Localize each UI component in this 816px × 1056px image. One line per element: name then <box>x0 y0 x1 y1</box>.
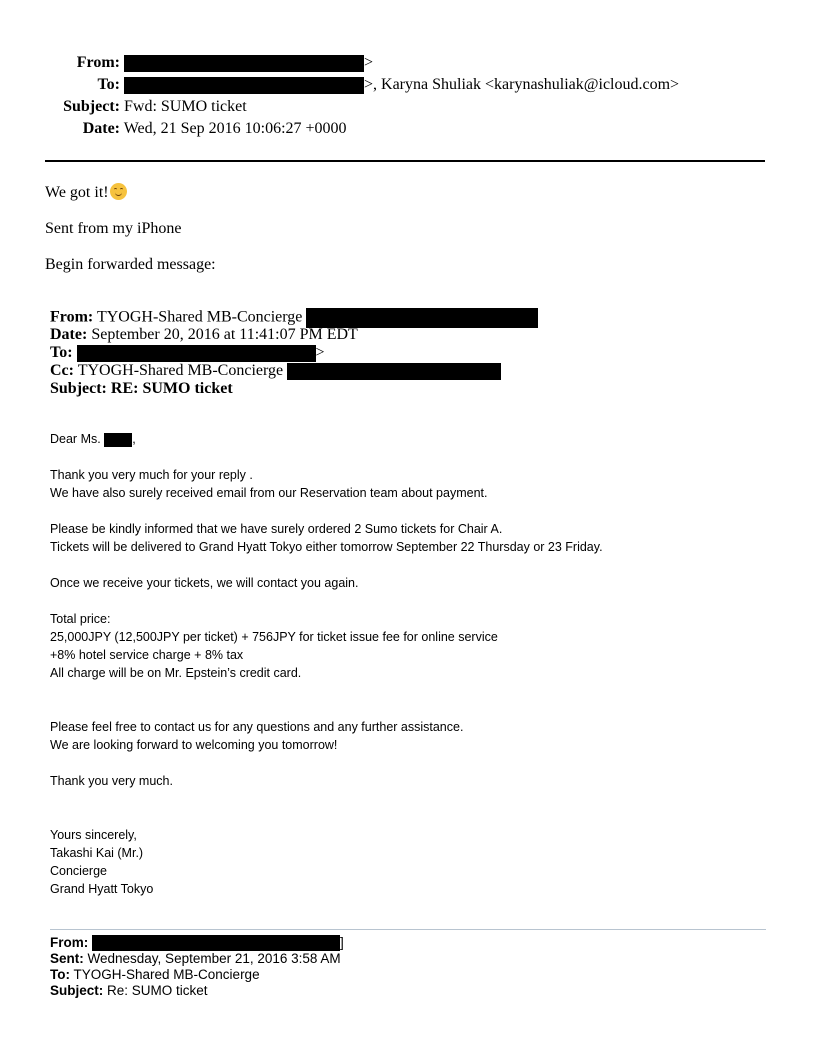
letter-line: We are looking forward to welcoming you tomorrow! <box>50 738 338 752</box>
fwd-from-row <box>50 308 538 328</box>
redaction-block <box>306 308 538 328</box>
outer-from-suffix: > <box>364 54 374 71</box>
letter-line: Total price: <box>50 612 111 626</box>
letter-line: Thank you very much for your reply . <box>50 468 253 482</box>
fwd-subject-row <box>50 380 233 398</box>
hugging-face-emoji-icon <box>110 183 127 200</box>
fwd-cc-label: Cc: <box>50 362 74 379</box>
bottom-to-value: TYOGH-Shared MB-Concierge <box>73 967 260 982</box>
fwd-cc-row <box>50 362 501 380</box>
intro-text-1: We got it! <box>45 184 109 201</box>
bottom-sent-row <box>50 951 341 967</box>
letter-line: We have also surely received email from our Reservation team about payment. <box>50 486 488 500</box>
letter-body <box>50 430 750 898</box>
greeting-suffix: , <box>132 432 136 446</box>
signature-line: Yours sincerely, <box>50 828 137 842</box>
header-divider <box>45 160 765 162</box>
redaction-block <box>287 363 501 380</box>
bottom-to-row <box>50 967 260 983</box>
intro-line-2 <box>45 218 181 240</box>
redaction-block <box>104 433 132 447</box>
outer-date-label: Date: <box>82 120 120 137</box>
bottom-from-label: From: <box>50 935 89 950</box>
outer-date-value: Wed, 21 Sep 2016 10:06:27 +0000 <box>123 120 347 137</box>
bottom-sent-value: Wednesday, September 21, 2016 3:58 AM <box>87 951 341 966</box>
fwd-to-label: To: <box>50 344 73 361</box>
quoted-divider <box>50 929 766 930</box>
signature-line: Concierge <box>50 864 107 878</box>
intro-line-3 <box>45 254 216 276</box>
outer-subject-label: Subject: <box>63 98 120 115</box>
letter-line: Tickets will be delivered to Grand Hyatt Tokyo either tomorrow September 22 Thursday or 23 Friday. <box>50 540 603 554</box>
fwd-subject-value: RE: SUMO ticket <box>110 380 233 397</box>
outer-to-value: >, Karyna Shuliak <karynashuliak@icloud.com> <box>364 76 680 93</box>
intro-text-2: Sent from my iPhone <box>45 220 182 237</box>
fwd-date-row <box>50 326 358 344</box>
fwd-subject-label: Subject: <box>50 380 107 397</box>
fwd-from-label: From: <box>50 308 94 326</box>
outer-to-row <box>45 74 679 96</box>
outer-from-row <box>45 52 373 74</box>
fwd-date-label: Date: <box>50 326 88 343</box>
redaction-block <box>124 77 364 94</box>
redaction-block <box>77 345 316 362</box>
intro-line-1 <box>45 182 127 204</box>
letter-line: +8% hotel service charge + 8% tax <box>50 648 244 662</box>
fwd-cc-value: TYOGH-Shared MB-Concierge <box>77 362 284 379</box>
bottom-subject-label: Subject: <box>50 983 104 998</box>
outer-date-row <box>45 118 347 140</box>
bottom-subject-value: Re: SUMO ticket <box>107 983 208 998</box>
greeting-line <box>50 430 750 448</box>
intro-text-3: Begin forwarded message: <box>45 256 216 273</box>
bottom-from-suffix: ] <box>340 935 344 950</box>
signature-line: Grand Hyatt Tokyo <box>50 882 154 896</box>
letter-line: All charge will be on Mr. Epstein’s credit card. <box>50 666 302 680</box>
outer-from-label: From: <box>76 54 120 71</box>
outer-subject-value: Fwd: SUMO ticket <box>124 98 247 115</box>
outer-to-label: To: <box>97 76 120 93</box>
fwd-to-row <box>50 344 325 362</box>
redaction-block <box>124 55 364 72</box>
fwd-from-value: TYOGH-Shared MB-Concierge <box>96 308 303 326</box>
letter-line: Thank you very much. <box>50 774 173 788</box>
bottom-to-label: To: <box>50 967 70 982</box>
letter-line: Please feel free to contact us for any questions and any further assistance. <box>50 720 464 734</box>
signature-line: Takashi Kai (Mr.) <box>50 846 144 860</box>
fwd-date-value: September 20, 2016 at 11:41:07 PM EDT <box>91 326 358 343</box>
fwd-to-suffix: > <box>315 344 325 361</box>
redaction-block <box>92 935 340 951</box>
letter-line: Please be kindly informed that we have surely ordered 2 Sumo tickets for Chair A. <box>50 522 503 536</box>
bottom-from-row <box>50 935 344 951</box>
letter-line: 25,000JPY (12,500JPY per ticket) + 756JPY for ticket issue fee for online service <box>50 630 498 644</box>
bottom-sent-label: Sent: <box>50 951 84 966</box>
bottom-subject-row <box>50 983 208 999</box>
outer-subject-row <box>45 96 247 118</box>
letter-line: Once we receive your tickets, we will contact you again. <box>50 576 359 590</box>
greeting-prefix: Dear Ms. <box>50 432 101 446</box>
